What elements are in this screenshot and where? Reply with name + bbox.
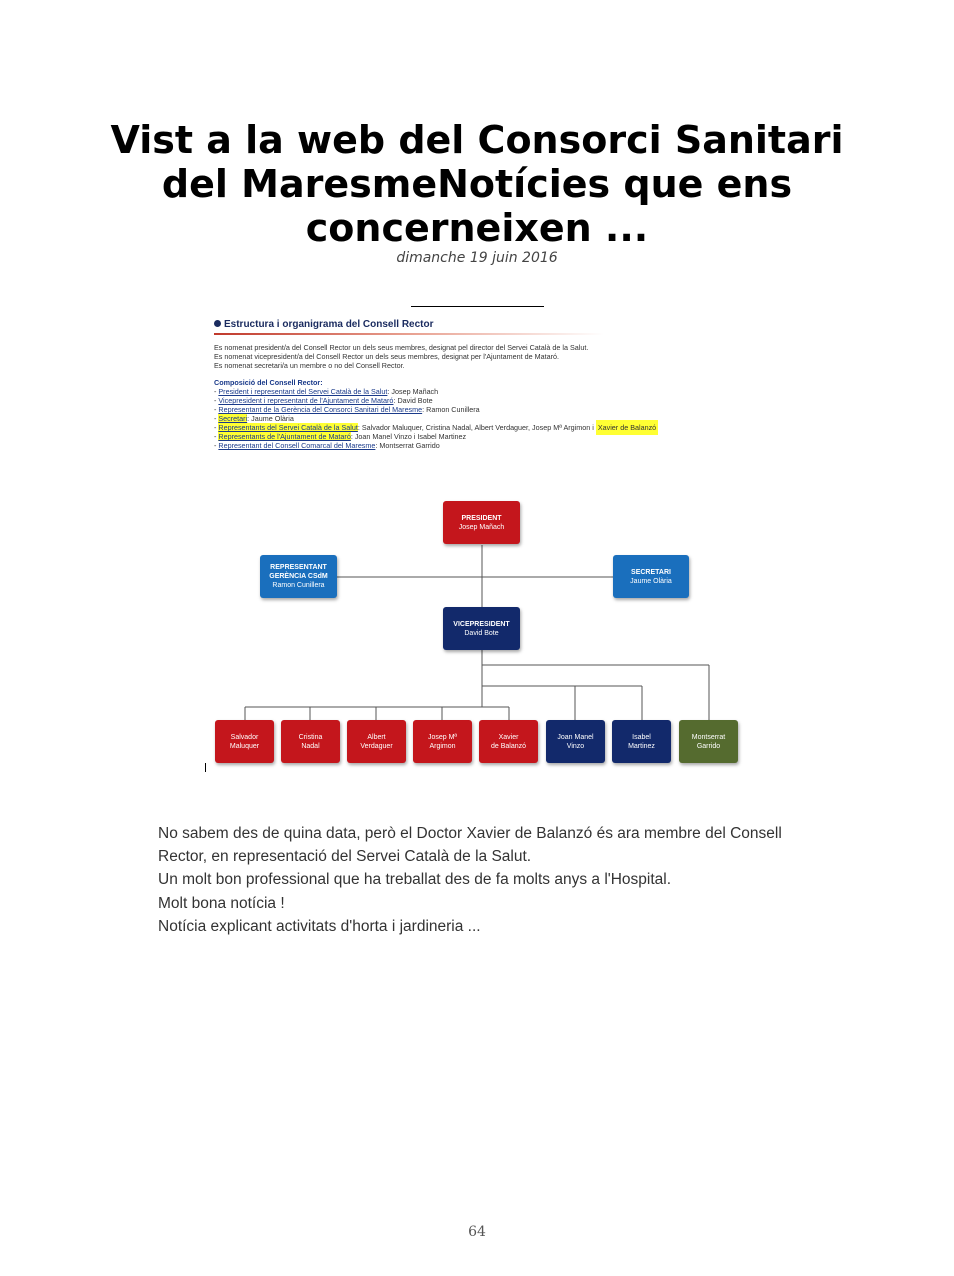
member-line: - Representants de l'Ajuntament de Mataró: Joan Manel Vinzo i Isabel Martinez — [214, 432, 467, 441]
member-name-line: de Balanzó — [490, 742, 527, 750]
article-body — [158, 822, 808, 938]
member-box — [281, 720, 340, 763]
gerencia-title: GERÈNCIA CSdM — [269, 573, 328, 580]
member-name-line: Martinez — [628, 742, 655, 750]
member-name-line: Argimon — [429, 742, 456, 750]
member-line: - President i representant del Servei Català de la Salut: Josep Mañach — [214, 387, 439, 396]
member-names: David Bote — [397, 396, 433, 405]
intro-line: Es nomenat president/a del Consell Rector un dels seus membres, designat pel director del Servei Català de la Salut. — [214, 343, 589, 352]
heading-underline — [214, 333, 604, 335]
member-names: Salvador Maluquer, Cristina Nadal, Albert Verdaguer, Josep Mª Argimon i — [361, 423, 596, 432]
screenshot-heading — [214, 319, 434, 330]
member-line: - Secretari: Jaume Olària — [214, 414, 294, 423]
member-role-link[interactable]: President i representant del Servei Català de la Salut — [218, 387, 388, 396]
member-name-line: Albert — [367, 733, 386, 741]
member-names: Josep Mañach — [391, 387, 439, 396]
member-name-line: Xavier — [498, 733, 519, 741]
member-role-link[interactable]: Secretari — [218, 414, 248, 423]
member-line: - Representants del Servei Català de la Salut: Salvador Maluquer, Cristina Nadal, Albert Verdaguer, Josep Mª Argimon i Xavier de Balanzó — [214, 423, 658, 432]
member-names: Ramon Cunillera — [426, 405, 480, 414]
paragraph: Notícia explicant activitats d'horta i jardineria ... — [158, 917, 481, 935]
member-box — [546, 720, 605, 763]
member-line: - Representant de la Gerència del Consorci Sanitari del Maresme: Ramon Cunillera — [214, 405, 480, 414]
org-chart — [205, 495, 750, 775]
divider — [411, 306, 544, 307]
secretari-name: Jaume Olària — [630, 577, 672, 585]
member-line: - Representant del Consell Comarcal del Maresme: Montserrat Garrido — [214, 441, 440, 450]
member-role-link[interactable]: Representant de la Gerència del Consorci Sanitari del Maresme — [218, 405, 423, 414]
president-box — [443, 501, 520, 544]
page-title: Vist a la web del Consorci Sanitari del MaresmeNotícies que ens concerneixen ... — [110, 118, 844, 250]
text-cursor — [205, 763, 206, 772]
member-name-line: Maluquer — [229, 742, 260, 750]
president-name: Josep Mañach — [458, 523, 505, 531]
member-box — [347, 720, 406, 763]
member-role-link[interactable]: Representant del Consell Comarcal del Maresme — [218, 441, 376, 450]
member-name-line: Josep Mª — [427, 733, 458, 741]
intro-line: Es nomenat secretari/a un membre o no del Consell Rector. — [214, 361, 405, 370]
president-title: PRESIDENT — [461, 514, 502, 522]
vicepresident-name: David Bote — [464, 629, 499, 637]
member-name-line: Joan Manel — [557, 733, 594, 741]
member-box — [413, 720, 472, 763]
member-name-line: Salvador — [230, 733, 259, 741]
member-names: Montserrat Garrido — [379, 441, 440, 450]
intro-line: Es nomenat vicepresident/a del Consell Rector un dels seus membres, designat per l'Ajuntament de Mataró. — [214, 352, 559, 361]
member-name-line: Isabel — [632, 733, 651, 741]
screenshot-heading-text: Estructura i organigrama del Consell Rector — [224, 319, 434, 330]
member-name-line: Montserrat — [691, 733, 726, 741]
member-name-line: Cristina — [298, 733, 323, 741]
member-names: Jaume Olària — [251, 414, 294, 423]
secretari-box — [613, 555, 689, 598]
member-box — [215, 720, 274, 763]
paragraph: Un molt bon professional que ha treballat des de fa molts anys a l'Hospital. — [158, 871, 672, 889]
member-box — [612, 720, 671, 763]
bullet-icon — [214, 320, 221, 327]
post-date: dimanche 19 juin 2016 — [396, 250, 558, 266]
paragraph: Molt bona notícia ! — [158, 894, 285, 912]
member-role-link[interactable]: Vicepresident i representant de l'Ajuntament de Mataró — [218, 396, 394, 405]
composition-label: Composició del Consell Rector: — [214, 378, 323, 387]
gerencia-title: REPRESENTANT — [270, 564, 327, 571]
gerencia-box — [260, 555, 337, 598]
member-box — [679, 720, 738, 763]
vicepresident-title: VICEPRESIDENT — [453, 620, 510, 628]
page-number: 64 — [468, 1224, 486, 1240]
member-names: Joan Manel Vinzo i Isabel Martinez — [354, 432, 467, 441]
member-box — [479, 720, 538, 763]
gerencia-name: Ramon Cunillera — [272, 582, 325, 589]
paragraph: No sabem des de quina data, però el Doctor Xavier de Balanzó és ara membre del Consell Rector, en representació del Servei Català de la Salut. — [158, 825, 782, 866]
member-name-line: Vinzo — [566, 742, 585, 750]
member-line: - Vicepresident i representant de l'Ajuntament de Mataró: David Bote — [214, 396, 433, 405]
member-name-line: Nadal — [301, 742, 320, 750]
vicepresident-box — [443, 607, 520, 650]
member-role-link[interactable]: Representants de l'Ajuntament de Mataró — [218, 432, 351, 441]
member-role-link[interactable]: Representants del Servei Català de la Salut — [218, 423, 358, 432]
highlighted-name: Xavier de Balanzó — [596, 420, 658, 435]
secretari-title: SECRETARI — [631, 568, 671, 576]
member-name-line: Verdaguer — [360, 742, 393, 750]
website-screenshot — [210, 315, 750, 455]
member-name-line: Garrido — [696, 742, 721, 750]
